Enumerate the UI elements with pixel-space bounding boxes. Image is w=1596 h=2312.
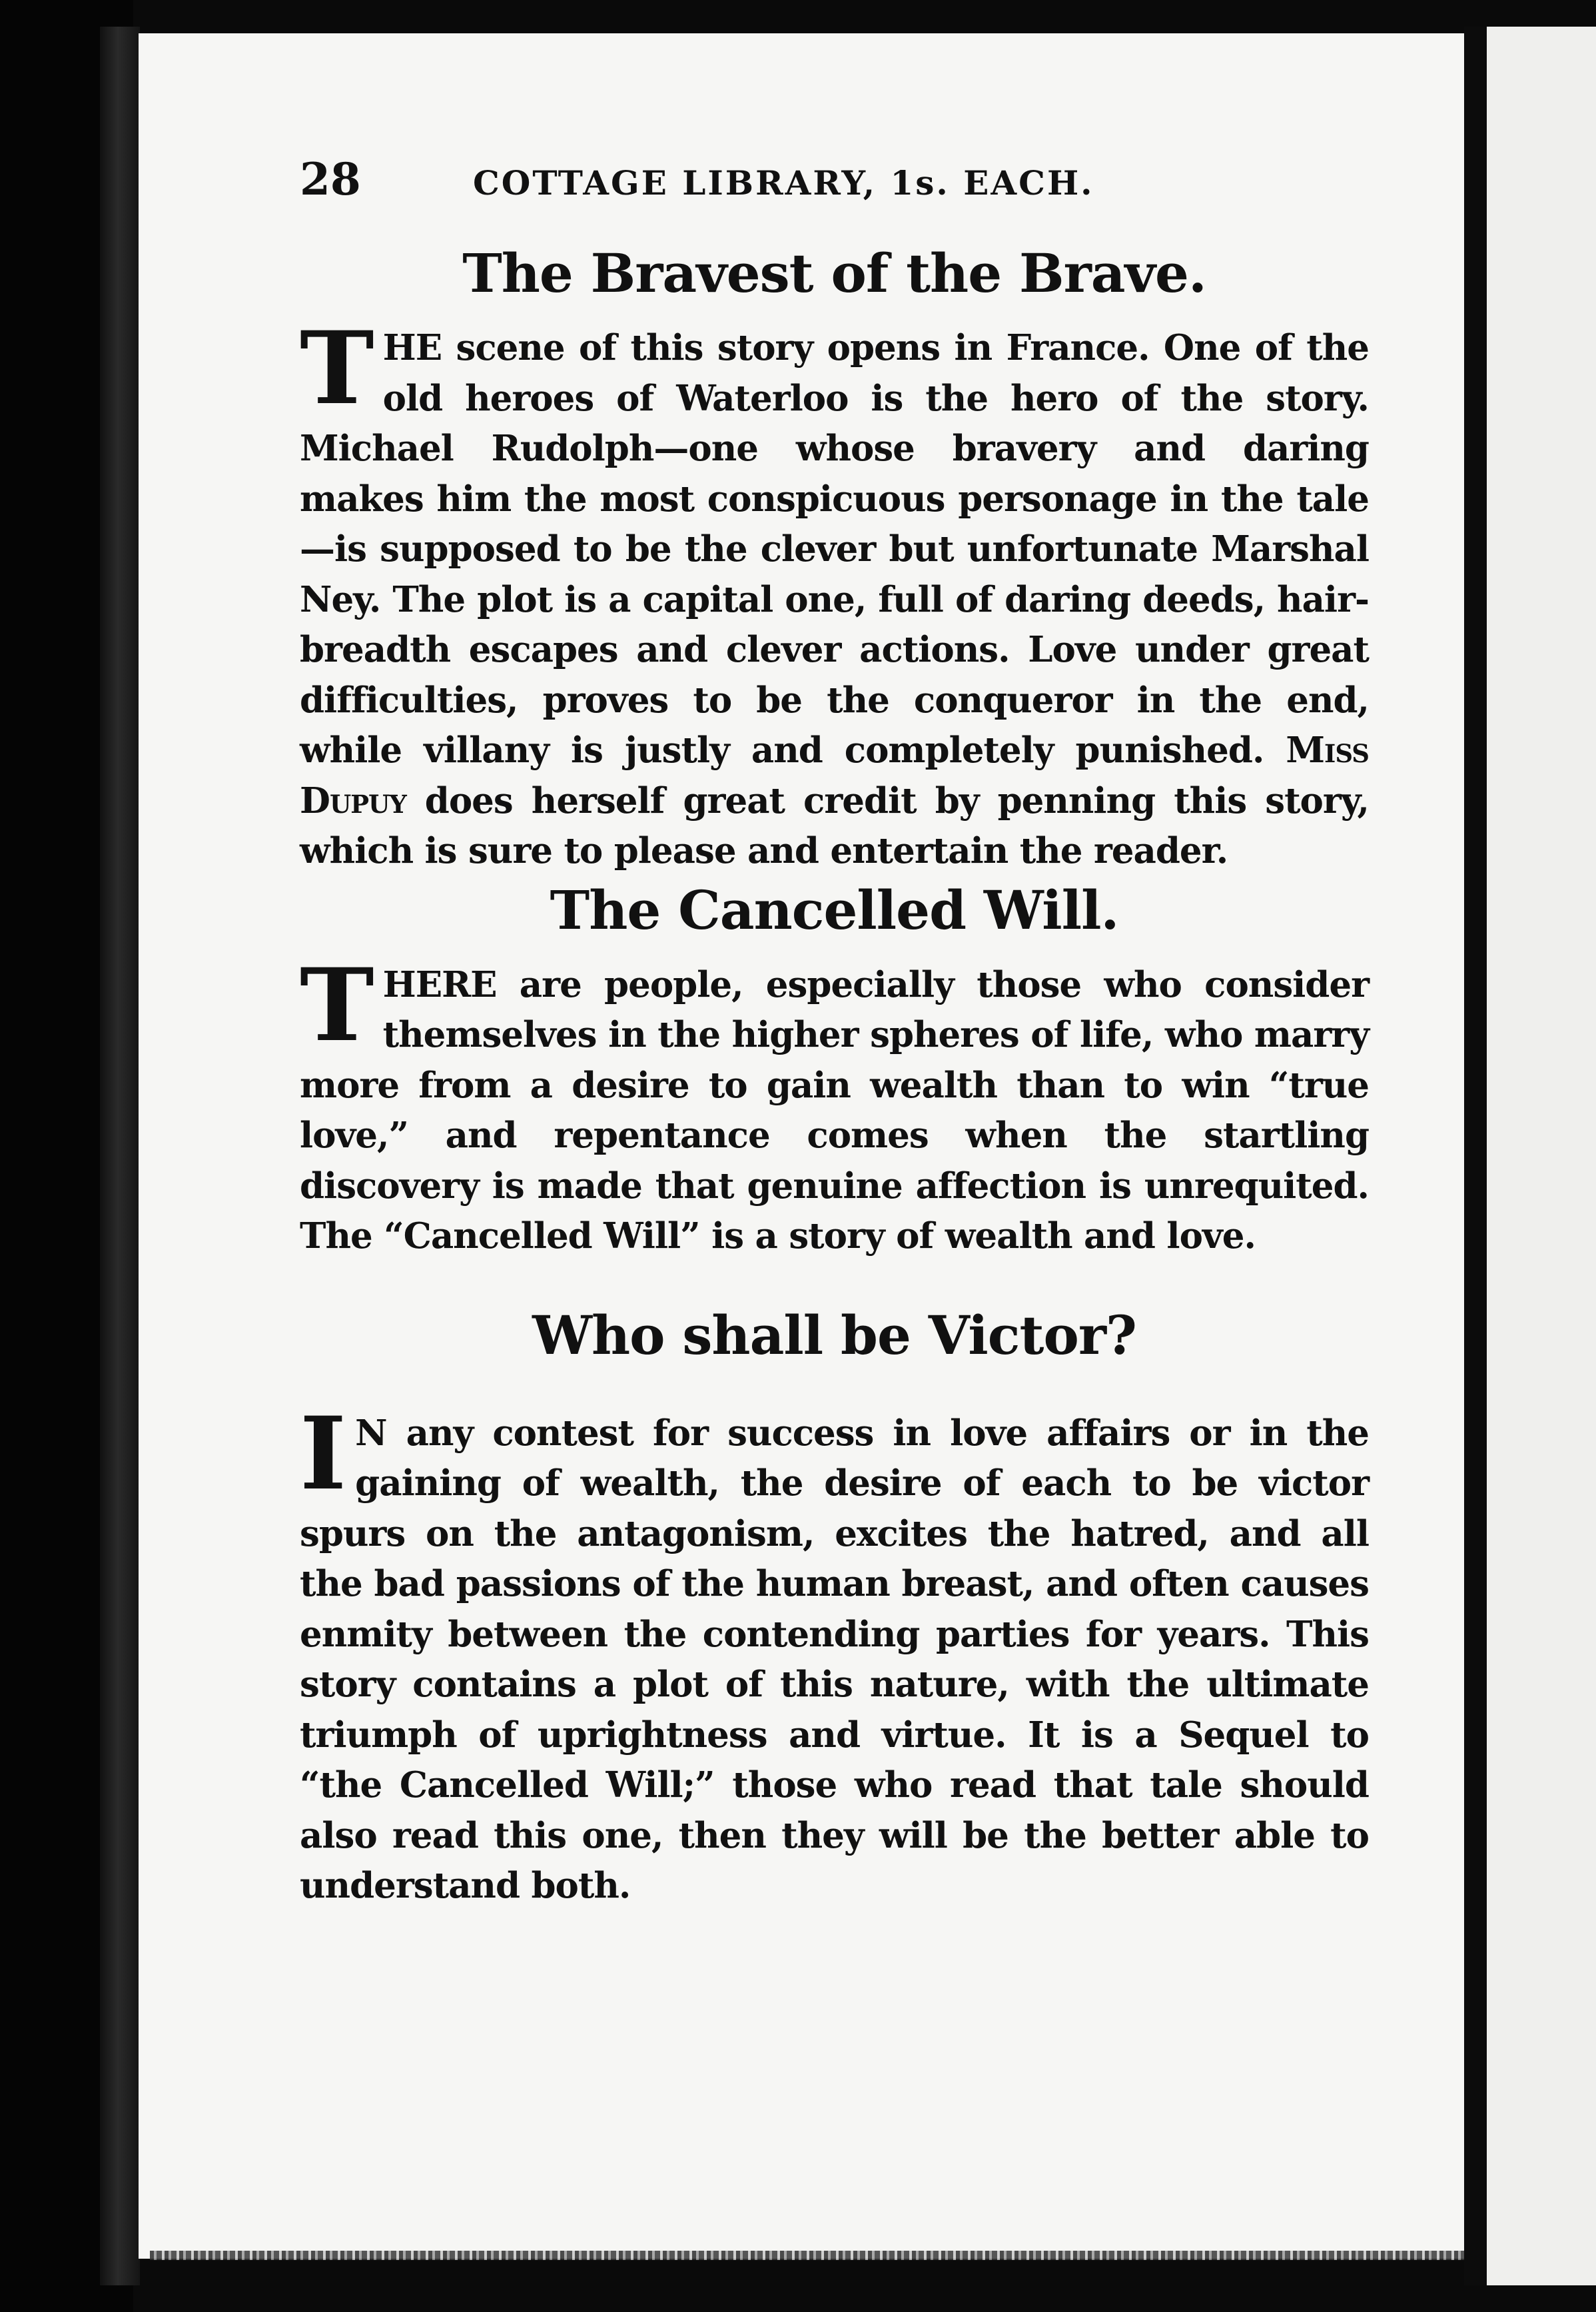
- article-body: [300, 1395, 1369, 1912]
- page-gutter: [1464, 27, 1487, 2285]
- article-body: [300, 310, 1369, 877]
- drop-cap: I: [300, 1395, 346, 1512]
- drop-cap: T: [300, 310, 374, 427]
- page-edge: [150, 2251, 1465, 2260]
- running-title: COTTAGE LIBRARY, 1s. EACH.: [473, 163, 1094, 203]
- page-number: 28: [300, 153, 361, 205]
- article-who-shall-be-victor: [300, 1303, 1369, 1912]
- page-content: [300, 153, 1369, 1912]
- article-body: [300, 946, 1369, 1262]
- article-title: The Bravest of the Brave.: [462, 242, 1206, 304]
- article-cancelled-will: [300, 878, 1369, 1262]
- drop-cap: T: [300, 946, 374, 1064]
- article-text: N any contest for success in love affairs or in the gaining of wealth, the desire of each to be victor spurs on the antagonism, excites the hatred, and all the bad passions of the human breast, and often causes enmity between the contending parties for years. This story contains a plot of this nature, with the ultimate triumph of uprightness and virtue. It is a Sequel to “the Cancelled Will;” those who read that tale should also read this one, then they will be the better able to understand both.: [300, 1412, 1369, 1906]
- book-binding: [100, 27, 140, 2285]
- article-text-end: does herself great credit by penning this story, which is sure to please and entertain the reader.: [300, 780, 1369, 871]
- article-title: The Cancelled Will.: [550, 878, 1119, 941]
- author-name: Miss Dupuy: [300, 730, 1369, 822]
- article-bravest-of-the-brave: [300, 242, 1369, 877]
- article-text: HERE are people, especially those who consider themselves in the higher spheres of life, who marry more from a desire to gain wealth than to win “true love,” and repentance comes when the startling discovery is made that genuine affection is unrequited. The “Cancelled Will” is a story of wealth and love.: [300, 963, 1369, 1257]
- adjacent-page: [1487, 27, 1596, 2285]
- running-head: [300, 153, 1369, 233]
- article-text: HE scene of this story opens in France. One of the old heroes of Waterloo is the hero of the story. Michael Rudolph—one whose bravery and daring makes him the most conspicuous personage in the tale—is supposed to be the clever but unfortunate Marshal Ney. The plot is a capital one, full of daring deeds, hair-breadth escapes and clever actions. Love under great difficulties, proves to be the conqueror in the end, while villany is justly and completely punished.: [300, 327, 1369, 771]
- article-title: Who shall be Victor?: [532, 1303, 1136, 1367]
